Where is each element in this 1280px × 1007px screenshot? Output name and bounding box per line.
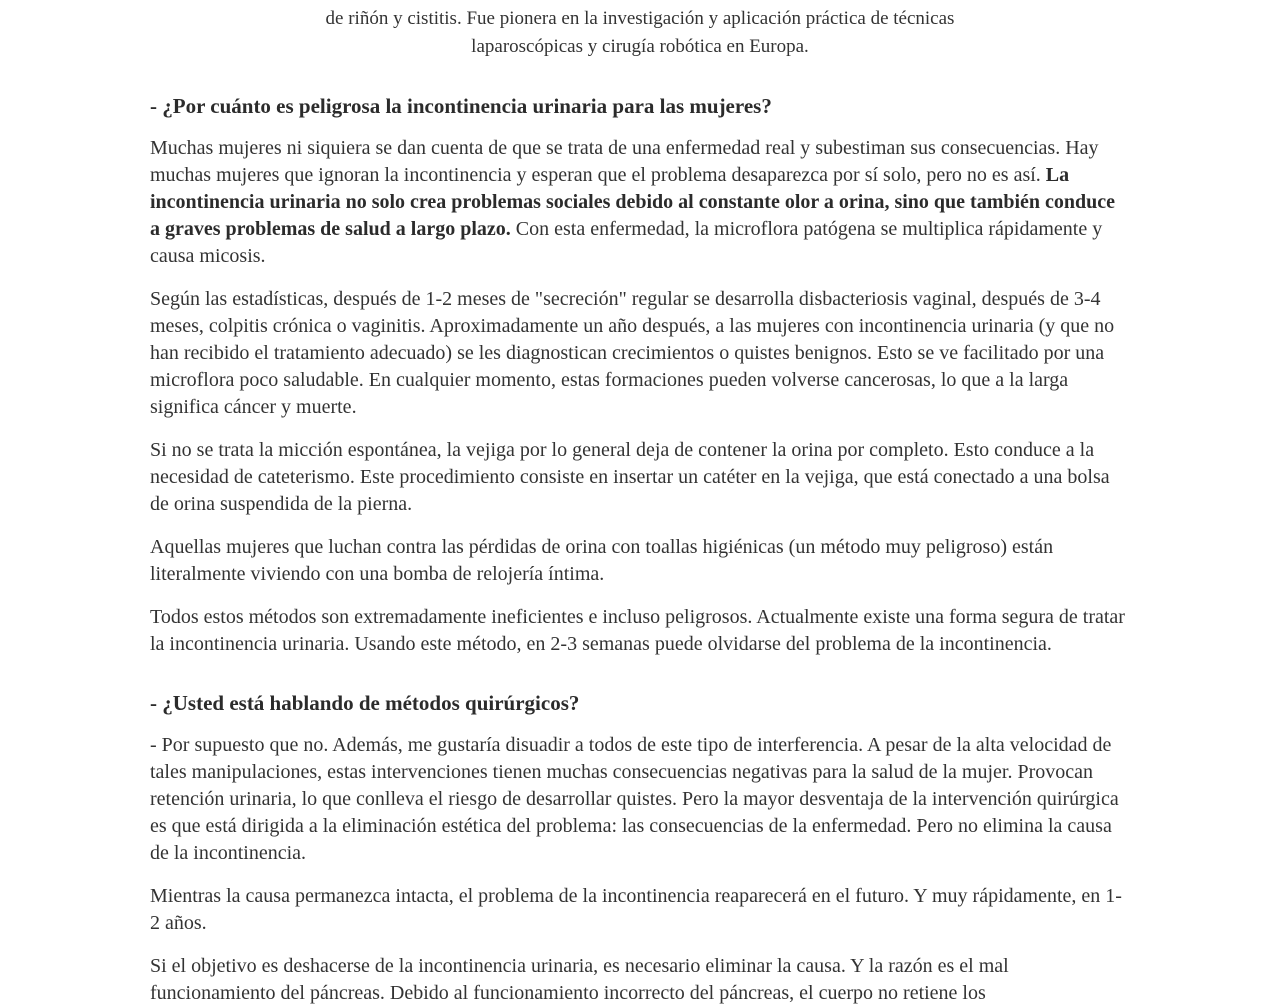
paragraph-5: Todos estos métodos son extremadamente ineficientes e incluso peligrosos. Actualmente existe una forma segura de tratar la incontinencia urinaria. Usando este método, en 2-3 semanas puede olvidarse del problema de la incontinencia. — [150, 606, 1125, 655]
doctor-bio-caption-line-1: de riñón y cistitis. Fue pionera en la investigación y aplicación práctica de técnicas — [325, 8, 955, 29]
doctor-bio-caption-line-2: laparoscópicas y cirugía robótica en Europa. — [471, 36, 809, 57]
doctor-bio-caption — [150, 5, 1130, 61]
paragraph-1-text-end: Con esta enfermedad, la microflora patógena se multiplica rápidamente y causa micosis. — [150, 218, 1103, 267]
interview-question-1: - ¿Por cuánto es peligrosa la incontinencia urinaria para las mujeres? — [150, 94, 772, 118]
paragraph-6: - Por supuesto que no. Además, me gustaría disuadir a todos de este tipo de interferencia. A pesar de la alta velocidad de tales manipulaciones, estas intervenciones tienen muchas consecuencias negativas para la salud de la mujer. Provocan retención urinaria, lo que conlleva el riesgo de desarrollar quistes. Pero la mayor desventaja de la intervención quirúrgica es que está dirigida a la eliminación estética del problema: las consecuencias de la enfermedad. Pero no elimina la causa de la incontinencia. — [150, 734, 1119, 864]
paragraph-1-bold-statement: La incontinencia urinaria no solo crea problemas sociales debido al constante olor a orina, sino que también conduce a graves problemas de salud a largo plazo. — [150, 164, 1116, 240]
article-page — [150, 0, 1130, 1007]
paragraph-3: Si no se trata la micción espontánea, la vejiga por lo general deja de contener la orina por completo. Esto conduce a la necesidad de cateterismo. Este procedimiento consiste en insertar un catéter en la vejiga, que está conectado a una bolsa de orina suspendida de la pierna. — [150, 439, 1110, 515]
paragraph-1-text-start: Muchas mujeres ni siquiera se dan cuenta de que se trata de una enfermedad real y subestiman sus consecuencias. Hay muchas mujeres que ignoran la incontinencia y esperan que el problema desaparezca por sí solo, pero no es así. — [150, 137, 1099, 186]
paragraph-7: Mientras la causa permanezca intacta, el problema de la incontinencia reaparecerá en el futuro. Y muy rápidamente, en 1-2 años. — [150, 885, 1122, 934]
paragraph-2: Según las estadísticas, después de 1-2 meses de "secreción" regular se desarrolla disbacteriosis vaginal, después de 3-4 meses, colpitis crónica o vaginitis. Aproximadamente un año después, a las mujeres con incontinencia urinaria (y que no han recibido el tratamiento adecuado) se les diagnostican crecimientos o quistes benignos. Esto se ve facilitado por una microflora poco saludable. En cualquier momento, estas formaciones pueden volverse cancerosas, lo que a la larga significa cáncer y muerte. — [150, 288, 1115, 418]
paragraph-8: Si el objetivo es deshacerse de la incontinencia urinaria, es necesario eliminar la causa. Y la razón es el mal funcionamiento del páncreas. Debido al funcionamiento incorrecto del páncreas, el cuerpo no retiene los — [150, 955, 1009, 1004]
paragraph-4: Aquellas mujeres que luchan contra las pérdidas de orina con toallas higiénicas (un método muy peligroso) están literalmente viviendo con una bomba de relojería íntima. — [150, 536, 1054, 585]
paragraph-1 — [150, 135, 1130, 270]
interview-question-2: - ¿Usted está hablando de métodos quirúrgicos? — [150, 691, 580, 715]
